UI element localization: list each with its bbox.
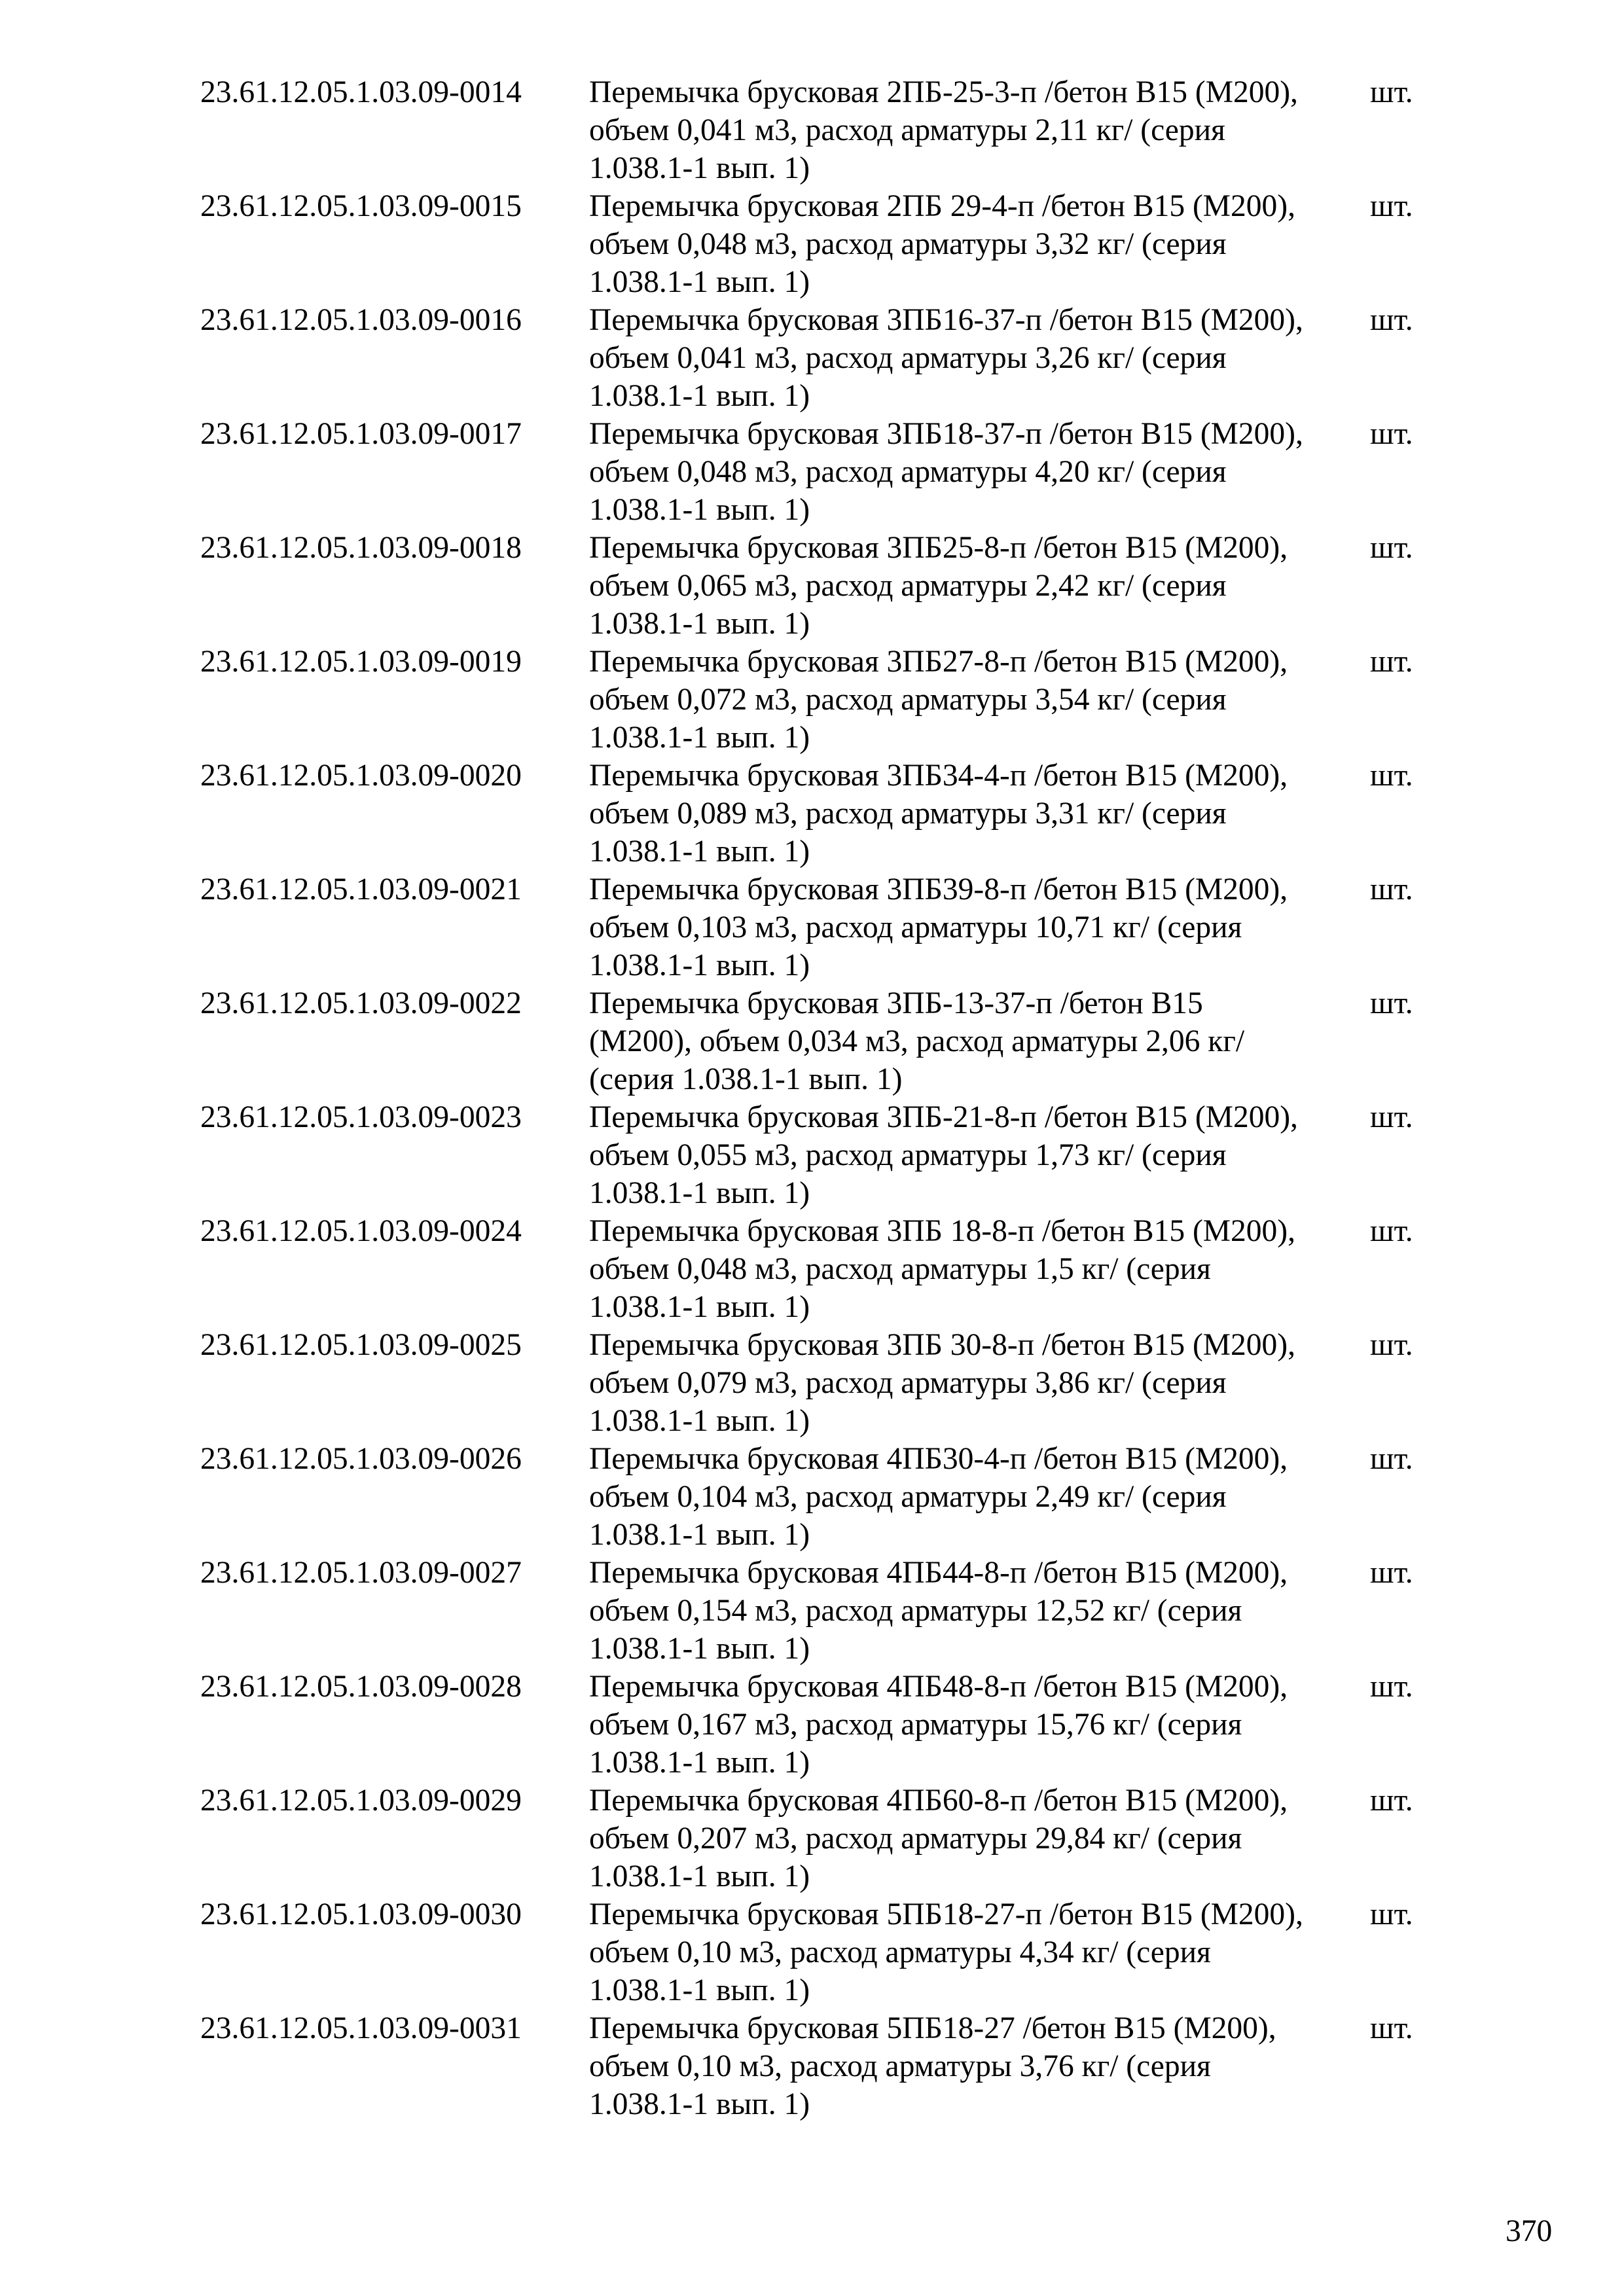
resource-code: 23.61.12.05.1.03.09-0029 [200, 1784, 522, 1818]
description-line: 1.038.1-1 вып. 1) [589, 1973, 810, 2007]
list-item [200, 1098, 1431, 1212]
description-line: Перемычка брусковая 2ПБ-25-3-п /бетон В15 (М200), [589, 75, 1298, 109]
description-line: Перемычка брусковая 3ПБ-21-8-п /бетон В15 (М200), [589, 1100, 1298, 1134]
resource-description [589, 1782, 1367, 1895]
resource-description [589, 1212, 1367, 1326]
description-line: объем 0,207 м3, расход арматуры 29,84 кг/ (серия [589, 1821, 1242, 1856]
unit-of-measure: шт. [1370, 1784, 1413, 1818]
description-line: 1.038.1-1 вып. 1) [589, 1290, 810, 1324]
description-line: объем 0,089 м3, расход арматуры 3,31 кг/ (серия [589, 797, 1227, 831]
description-line: Перемычка брусковая 3ПБ25-8-п /бетон В15 (М200), [589, 531, 1288, 565]
unit-of-measure: шт. [1370, 189, 1413, 223]
description-line: 1.038.1-1 вып. 1) [589, 1859, 810, 1893]
description-line: 1.038.1-1 вып. 1) [589, 1404, 810, 1438]
list-item [200, 643, 1431, 757]
unit-of-measure: шт. [1370, 531, 1413, 565]
description-line: 1.038.1-1 вып. 1) [589, 151, 810, 185]
resource-code: 23.61.12.05.1.03.09-0026 [200, 1442, 522, 1476]
description-line: Перемычка брусковая 3ПБ18-37-п /бетон В15 (М200), [589, 417, 1303, 451]
resource-description [589, 1895, 1367, 2009]
list-item [200, 529, 1431, 643]
resource-code: 23.61.12.05.1.03.09-0024 [200, 1214, 522, 1248]
description-line: Перемычка брусковая 4ПБ48-8-п /бетон В15 (М200), [589, 1670, 1288, 1704]
description-line: 1.038.1-1 вып. 1) [589, 2087, 810, 2121]
resource-code: 23.61.12.05.1.03.09-0017 [200, 417, 522, 451]
list-item [200, 757, 1431, 870]
description-line: 1.038.1-1 вып. 1) [589, 265, 810, 299]
unit-of-measure: шт. [1370, 417, 1413, 451]
description-line: 1.038.1-1 вып. 1) [589, 1632, 810, 1666]
description-line: объем 0,048 м3, расход арматуры 4,20 кг/ (серия [589, 455, 1227, 489]
list-item [200, 415, 1431, 529]
resource-description [589, 757, 1367, 870]
description-line: 1.038.1-1 вып. 1) [589, 721, 810, 755]
unit-of-measure: шт. [1370, 1556, 1413, 1590]
resource-code: 23.61.12.05.1.03.09-0018 [200, 531, 522, 565]
resource-description [589, 1554, 1367, 1668]
list-item [200, 1668, 1431, 1782]
unit-of-measure: шт. [1370, 1328, 1413, 1362]
list-item [200, 301, 1431, 415]
description-line: 1.038.1-1 вып. 1) [589, 379, 810, 413]
resource-description [589, 2009, 1367, 2123]
description-line: (серия 1.038.1-1 вып. 1) [589, 1062, 903, 1096]
list-item [200, 984, 1431, 1098]
description-line: 1.038.1-1 вып. 1) [589, 1176, 810, 1210]
list-item [200, 1440, 1431, 1554]
list-item [200, 1895, 1431, 2009]
description-line: объем 0,079 м3, расход арматуры 3,86 кг/ (серия [589, 1366, 1227, 1400]
description-line: объем 0,10 м3, расход арматуры 3,76 кг/ (серия [589, 2049, 1211, 2083]
resource-code: 23.61.12.05.1.03.09-0025 [200, 1328, 522, 1362]
list-item [200, 1326, 1431, 1440]
unit-of-measure: шт. [1370, 303, 1413, 337]
description-line: объем 0,048 м3, расход арматуры 3,32 кг/ (серия [589, 227, 1227, 261]
description-line: объем 0,048 м3, расход арматуры 1,5 кг/ (серия [589, 1252, 1211, 1286]
resource-code: 23.61.12.05.1.03.09-0023 [200, 1100, 522, 1134]
description-line: 1.038.1-1 вып. 1) [589, 493, 810, 527]
resource-description [589, 1668, 1367, 1782]
resource-code: 23.61.12.05.1.03.09-0021 [200, 872, 522, 906]
list-item [200, 870, 1431, 984]
description-line: Перемычка брусковая 5ПБ18-27 /бетон В15 (М200), [589, 2011, 1276, 2045]
resource-code: 23.61.12.05.1.03.09-0019 [200, 645, 522, 679]
unit-of-measure: шт. [1370, 1100, 1413, 1134]
resource-description [589, 301, 1367, 415]
description-line: Перемычка брусковая 4ПБ30-4-п /бетон В15 (М200), [589, 1442, 1288, 1476]
list-item [200, 187, 1431, 301]
description-line: Перемычка брусковая 3ПБ16-37-п /бетон В15 (М200), [589, 303, 1303, 337]
resource-description [589, 984, 1367, 1098]
resource-code: 23.61.12.05.1.03.09-0022 [200, 986, 522, 1020]
unit-of-measure: шт. [1370, 872, 1413, 906]
description-line: Перемычка брусковая 5ПБ18-27-п /бетон В15 (М200), [589, 1897, 1303, 1931]
unit-of-measure: шт. [1370, 1897, 1413, 1931]
description-line: Перемычка брусковая 3ПБ-13-37-п /бетон В15 [589, 986, 1203, 1020]
description-line: 1.038.1-1 вып. 1) [589, 1746, 810, 1780]
unit-of-measure: шт. [1370, 1442, 1413, 1476]
description-line: Перемычка брусковая 2ПБ 29-4-п /бетон В15 (М200), [589, 189, 1295, 223]
description-line: объем 0,104 м3, расход арматуры 2,49 кг/ (серия [589, 1480, 1227, 1514]
resource-code: 23.61.12.05.1.03.09-0030 [200, 1897, 522, 1931]
resource-code: 23.61.12.05.1.03.09-0016 [200, 303, 522, 337]
resource-code: 23.61.12.05.1.03.09-0028 [200, 1670, 522, 1704]
unit-of-measure: шт. [1370, 645, 1413, 679]
description-line: объем 0,103 м3, расход арматуры 10,71 кг/ (серия [589, 910, 1242, 944]
unit-of-measure: шт. [1370, 2011, 1413, 2045]
resource-code: 23.61.12.05.1.03.09-0031 [200, 2011, 522, 2045]
description-line: объем 0,072 м3, расход арматуры 3,54 кг/ (серия [589, 683, 1227, 717]
resource-description [589, 187, 1367, 301]
description-line: Перемычка брусковая 3ПБ34-4-п /бетон В15 (М200), [589, 759, 1288, 793]
description-line: объем 0,10 м3, расход арматуры 4,34 кг/ (серия [589, 1935, 1211, 1969]
resource-code: 23.61.12.05.1.03.09-0027 [200, 1556, 522, 1590]
resource-code: 23.61.12.05.1.03.09-0020 [200, 759, 522, 793]
unit-of-measure: шт. [1370, 1214, 1413, 1248]
list-item [200, 1554, 1431, 1668]
description-line: 1.038.1-1 вып. 1) [589, 834, 810, 869]
description-line: объем 0,154 м3, расход арматуры 12,52 кг/ (серия [589, 1594, 1242, 1628]
description-line: Перемычка брусковая 3ПБ27-8-п /бетон В15 (М200), [589, 645, 1288, 679]
resource-list [200, 73, 1431, 2123]
page-number: 370 [1506, 2214, 1553, 2248]
description-line: 1.038.1-1 вып. 1) [589, 948, 810, 982]
description-line: объем 0,065 м3, расход арматуры 2,42 кг/ (серия [589, 569, 1227, 603]
description-line: 1.038.1-1 вып. 1) [589, 1518, 810, 1552]
list-item [200, 1782, 1431, 1895]
resource-description [589, 870, 1367, 984]
unit-of-measure: шт. [1370, 75, 1413, 109]
resource-description [589, 415, 1367, 529]
resource-description [589, 1326, 1367, 1440]
description-line: Перемычка брусковая 4ПБ60-8-п /бетон В15 (М200), [589, 1784, 1288, 1818]
description-line: 1.038.1-1 вып. 1) [589, 607, 810, 641]
description-line: Перемычка брусковая 4ПБ44-8-п /бетон В15 (М200), [589, 1556, 1288, 1590]
unit-of-measure: шт. [1370, 986, 1413, 1020]
list-item [200, 1212, 1431, 1326]
unit-of-measure: шт. [1370, 759, 1413, 793]
resource-description [589, 643, 1367, 757]
description-line: Перемычка брусковая 3ПБ 30-8-п /бетон В15 (М200), [589, 1328, 1295, 1362]
list-item [200, 73, 1431, 187]
description-line: объем 0,041 м3, расход арматуры 2,11 кг/ (серия [589, 113, 1225, 147]
description-line: объем 0,167 м3, расход арматуры 15,76 кг/ (серия [589, 1708, 1242, 1742]
resource-description [589, 1098, 1367, 1212]
resource-description [589, 1440, 1367, 1554]
resource-description [589, 529, 1367, 643]
resource-description [589, 73, 1367, 187]
unit-of-measure: шт. [1370, 1670, 1413, 1704]
description-line: (М200), объем 0,034 м3, расход арматуры 2,06 кг/ [589, 1024, 1245, 1058]
description-line: Перемычка брусковая 3ПБ 18-8-п /бетон В15 (М200), [589, 1214, 1295, 1248]
description-line: Перемычка брусковая 3ПБ39-8-п /бетон В15 (М200), [589, 872, 1288, 906]
resource-code: 23.61.12.05.1.03.09-0014 [200, 75, 522, 109]
list-item [200, 2009, 1431, 2123]
resource-code: 23.61.12.05.1.03.09-0015 [200, 189, 522, 223]
description-line: объем 0,055 м3, расход арматуры 1,73 кг/ (серия [589, 1138, 1227, 1172]
description-line: объем 0,041 м3, расход арматуры 3,26 кг/ (серия [589, 341, 1227, 375]
